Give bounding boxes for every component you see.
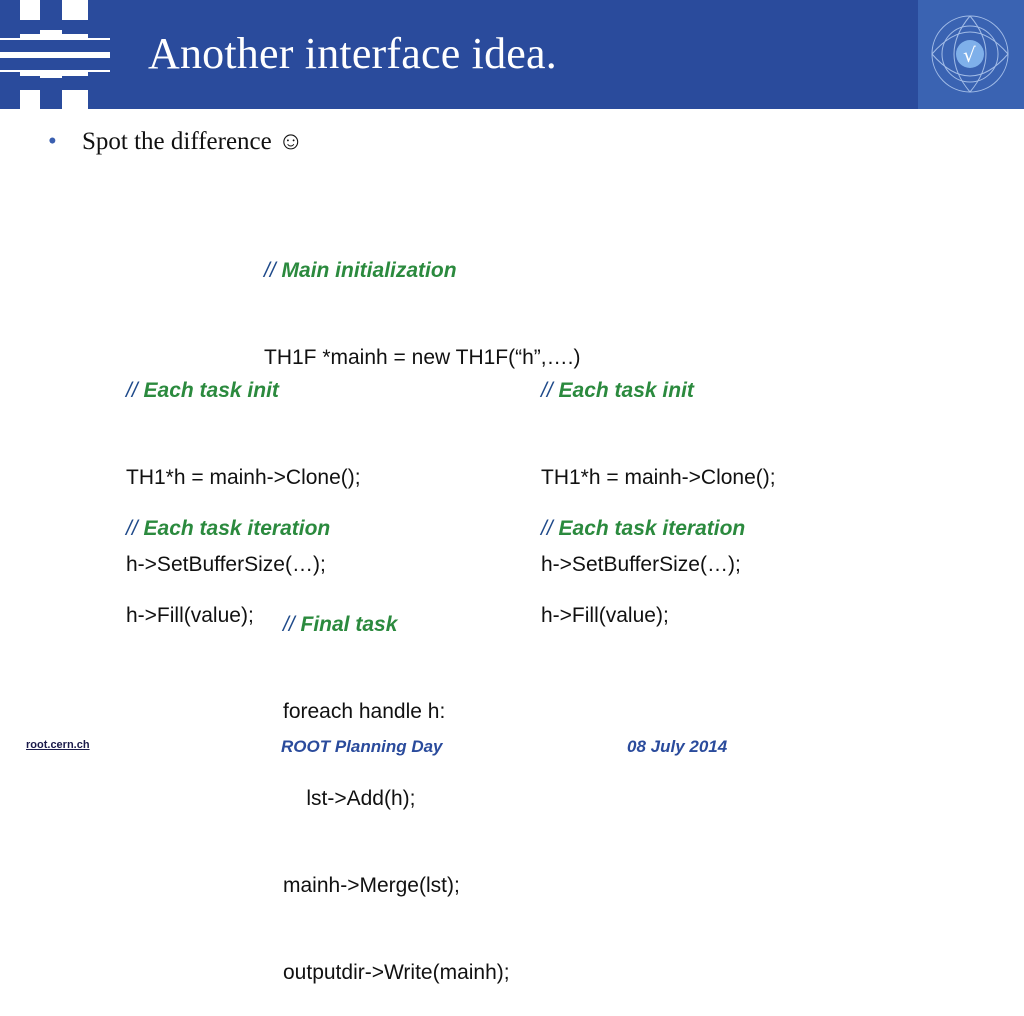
code-line: outputdir->Write(mainh); — [283, 961, 510, 984]
code-line: lst->Add(h); — [283, 787, 416, 810]
code-line: mainh->Merge(lst); — [283, 874, 460, 897]
comment-text: Each task init — [558, 379, 694, 402]
final-task-block — [283, 552, 510, 1016]
fermilab-logo — [0, 0, 110, 109]
comment — [541, 376, 776, 405]
comment-text: Each task iteration — [558, 517, 746, 540]
comment — [541, 514, 745, 543]
comment-text: Each task init — [143, 379, 279, 402]
comment-slash: // — [541, 517, 553, 540]
code-line: TH1F *mainh = new TH1F(“h”,….) — [264, 346, 581, 369]
code-line: TH1*h = mainh->Clone(); — [541, 466, 776, 489]
comment-text: Main initialization — [281, 259, 457, 282]
comment — [264, 256, 580, 285]
comment — [126, 514, 330, 543]
bullet-dot: • — [48, 128, 57, 155]
code-line: h->Fill(value); — [541, 604, 669, 627]
comment-slash: // — [126, 517, 138, 540]
slide-title: Another interface idea. — [148, 29, 557, 78]
comment-slash: // — [541, 379, 553, 402]
code-line: h->SetBufferSize(…); — [126, 553, 326, 576]
code-line: TH1*h = mainh->Clone(); — [126, 466, 361, 489]
comment — [283, 610, 510, 639]
root-logo-icon — [918, 0, 1024, 109]
comment-text: Final task — [300, 613, 398, 636]
bullet-text: Spot the difference ☺ — [82, 128, 304, 155]
comment-slash: // — [283, 613, 295, 636]
comment-slash: // — [264, 259, 276, 282]
code-line: h->SetBufferSize(…); — [541, 553, 741, 576]
header-bar — [0, 0, 1024, 109]
comment — [126, 376, 361, 405]
task-iter-right-block — [541, 456, 745, 659]
comment-text: Each task iteration — [143, 517, 331, 540]
footer-date: 08 July 2014 — [627, 737, 728, 756]
code-line: foreach handle h: — [283, 700, 446, 723]
footer-url-link[interactable]: root.cern.ch — [26, 739, 90, 751]
bullet-item — [48, 128, 304, 156]
svg-text:√: √ — [963, 43, 976, 67]
comment-slash: // — [126, 379, 138, 402]
footer-event: ROOT Planning Day — [281, 737, 443, 756]
code-line: h->Fill(value); — [126, 604, 254, 627]
